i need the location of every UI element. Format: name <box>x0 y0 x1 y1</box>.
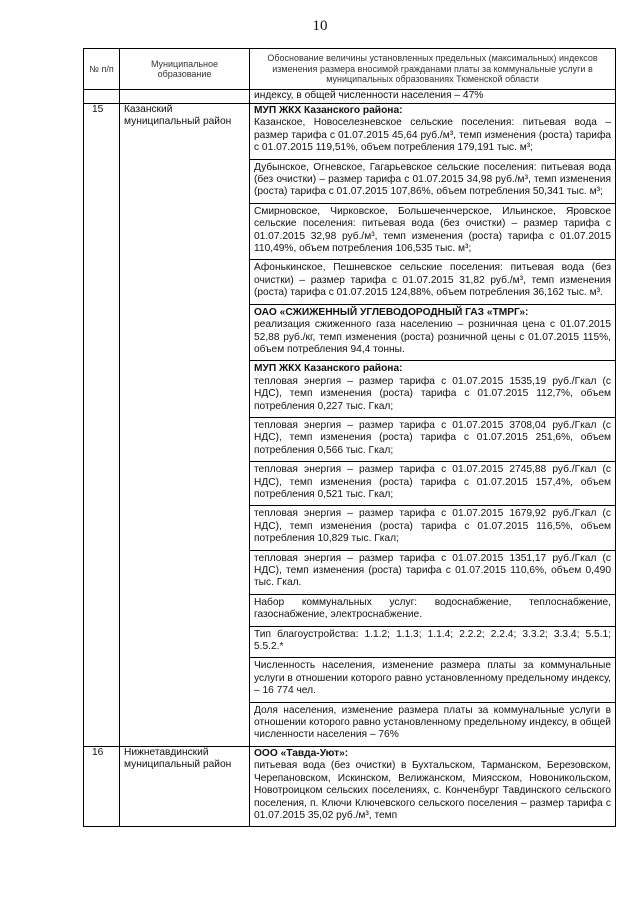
paragraph-text: питьевая вода (без очистки) в Бухтальском, Тарманском, Березовском, Черепановском, Искинском, Велижанском, Миясском, Новоникольском, Новотроицком сельских поселениях, с. Конченбург Тавдинского сельского поселения, п. Ключи Ключевского сельского поселения – размер тарифа с 01.07.2015 35,02 руб./м³, темп <box>254 760 611 821</box>
paragraph-text: тепловая энергия – размер тарифа с 01.07.2015 3708,04 руб./Гкал (с НДС), темп изменения (роста) тарифа с 01.07.2015 251,6%, объем потребления 0,566 тыс. Гкал; <box>254 419 611 456</box>
justification-paragraph <box>250 594 615 626</box>
header-justification: Обоснование величины установленных предельных (максимальных) индексов изменения размера вносимой гражданами платы за коммунальные услуги в муниципальных образованиях Тюменской области <box>250 49 616 90</box>
paragraph-text: тепловая энергия – размер тарифа с 01.07.2015 2745,88 руб./Гкал (с НДС), темп изменения (роста) тарифа с 01.07.2015 157,4%, объем потребления 0,521 тыс. Гкал; <box>254 464 611 500</box>
table-row <box>84 746 616 826</box>
paragraph-text: Набор коммунальных услуг: водоснабжение, теплоснабжение, газоснабжение, электроснабжение. <box>254 596 611 621</box>
justification-paragraph <box>250 657 615 701</box>
organization-title: ОАО «СЖИЖЕННЫЙ УГЛЕВОДОРОДНЫЙ ГАЗ «ТМРГ»: <box>254 306 529 318</box>
justification-cell <box>250 104 616 747</box>
paragraph-text: Казанское, Новоселезневское сельские поселения: питьевая вода – размер тарифа с 01.07.2015 45,64 руб./м³, темп изменения (роста) тарифа с 01.07.2015 119,51%, объем потребления 179,191 тыс. м³; <box>254 117 611 154</box>
justification-paragraph <box>250 626 615 658</box>
justification-paragraph <box>250 550 615 594</box>
row-number: 15 <box>84 104 120 747</box>
organization-title: МУП ЖКХ Казанского района: <box>254 363 403 375</box>
header-municipality: Муниципальное образование <box>120 49 250 90</box>
justification-paragraph <box>250 417 615 461</box>
row-number: 16 <box>84 746 120 826</box>
paragraph-text: Доля населения, изменение размера платы за коммунальные услуги в отношении которого равно установленному предельному индексу, в общей численности населения – 76% <box>254 704 611 741</box>
continuation-text: индексу, в общей численности населения – 47% <box>250 90 616 104</box>
organization-title: ООО «Тавда-Уют»: <box>254 747 349 759</box>
paragraph-text: Смирновское, Чирковское, Большеченчерское, Ильинское, Яровское сельские поселения: питьевая вода (без очистки) – размер тарифа с 01.07.2015 32,98 руб./м³, темп изменения (роста) тарифа с 01.07.2015 110,49%, объем потребления 106,535 тыс. м³; <box>254 205 611 255</box>
justification-paragraph <box>250 159 615 203</box>
justification-paragraph <box>250 702 615 746</box>
paragraph-text: реализация сжиженного газа населению – розничная цена с 01.07.2015 52,88 руб./кг, темп изменения (роста) розничной цены с 01.07.2015 115%, объем потребления 94,4 тонны. <box>254 319 611 355</box>
organization-title: МУП ЖКХ Казанского района: <box>254 105 403 116</box>
municipality-name: Казанский муниципальный район <box>120 104 250 747</box>
table-row <box>84 104 616 747</box>
justification-paragraph <box>250 304 615 361</box>
page-number: 10 <box>312 18 328 34</box>
justification-paragraph <box>250 259 615 303</box>
justification-paragraph <box>250 461 615 505</box>
tariff-table <box>83 48 616 827</box>
paragraph-text: Тип благоустройства: 1.1.2; 1.1.3; 1.1.4; 2.2.2; 2.2.4; 3.3.2; 3.3.4; 5.5.1; 5.5.2.* <box>254 628 611 653</box>
municipality-name: Нижнетавдинский муниципальный район <box>120 746 250 826</box>
paragraph-text: Численность населения, изменение размера платы за коммунальные услуги в отношении которого равно установленному предельному индексу, – 16 774 чел. <box>254 660 611 697</box>
justification-paragraph <box>254 104 611 159</box>
paragraph-text: Дубынское, Огневское, Гагарьевское сельские поселения: питьевая вода (без очистки) – размер тарифа с 01.07.2015 34,98 руб./м³, темп изменения (роста) тарифа с 01.07.2015 107,86%, объем потребления 50,341 тыс. м³; <box>254 161 611 198</box>
justification-paragraph <box>250 505 615 549</box>
justification-cell <box>250 746 616 826</box>
justification-paragraph <box>254 747 611 826</box>
justification-paragraph <box>250 360 615 417</box>
header-number: № п/п <box>84 49 120 90</box>
table-header-row <box>84 49 616 90</box>
continuation-row <box>84 90 616 104</box>
paragraph-text: тепловая энергия – размер тарифа с 01.07.2015 1535,19 руб./Гкал (с НДС), темп изменения (роста) тарифа с 01.07.2015 112,7%, объем потребления 0,227 тыс. Гкал; <box>254 375 611 412</box>
paragraph-text: тепловая энергия – размер тарифа с 01.07.2015 1679,92 руб./Гкал (с НДС), темп изменения (роста) тарифа с 01.07.2015 116,5%, объем потребления 10,829 тыс. Гкал; <box>254 508 611 545</box>
justification-paragraph <box>250 203 615 260</box>
paragraph-text: Афонькинское, Пешневское сельские поселения: питьевая вода (без очистки) – размер тарифа с 01.07.2015 31,82 руб./м³, темп изменения (роста) тарифа с 01.07.2015 124,88%, объем потребления 36,162 тыс. м³. <box>254 262 611 299</box>
paragraph-text: тепловая энергия – размер тарифа с 01.07.2015 1351,17 руб./Гкал (с НДС), темп изменения (роста) тарифа с 01.07.2015 110,6%, объем 0,490 тыс. Гкал. <box>254 552 611 589</box>
